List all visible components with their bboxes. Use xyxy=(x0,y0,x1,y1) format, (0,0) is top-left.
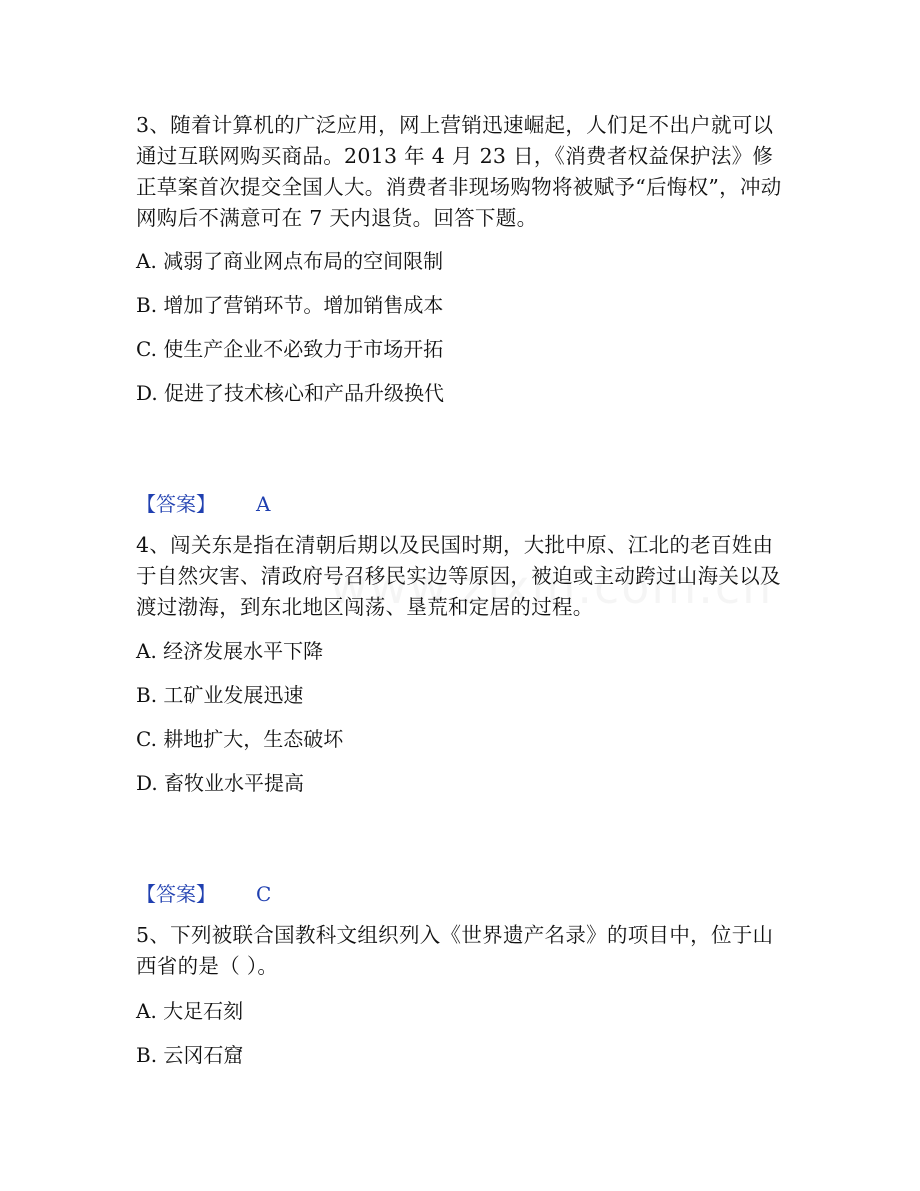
question-4-option-b: B. 工矿业发展迅速 xyxy=(136,683,304,707)
answer-value: C xyxy=(256,882,272,906)
question-3-answer xyxy=(136,489,270,519)
question-3-option-d: D. 促进了技术核心和产品升级换代 xyxy=(136,381,445,405)
question-4-option-c: C. 耕地扩大，生态破坏 xyxy=(136,727,344,751)
question-5-option-a: A. 大足石刻 xyxy=(136,999,244,1023)
question-4-stem: 4、闯关东是指在清朝后期以及民国时期，大批中原、江北的老百姓由于自然灾害、清政府号召移民实边等原因，被迫或主动跨过山海关以及渡过渤海，到东北地区闯荡、垦荒和定居的过程。 xyxy=(136,533,781,619)
question-3-option-b: B. 增加了营销环节。增加销售成本 xyxy=(136,293,444,317)
question-3-option-a: A. 减弱了商业网点布局的空间限制 xyxy=(136,249,444,273)
question-5-stem: 5、下列被联合国教科文组织列入《世界遗产名录》的项目中，位于山西省的是（ ）。 xyxy=(136,923,774,978)
question-5-option-b: B. 云冈石窟 xyxy=(136,1043,244,1067)
question-4-answer xyxy=(136,879,271,909)
question-3-option-c: C. 使生产企业不必致力于市场开拓 xyxy=(136,337,444,361)
question-3-stem: 3、随着计算机的广泛应用，网上营销迅速崛起，人们足不出户就可以通过互联网购买商品。2013 年 4 月 23 日，《消费者权益保护法》修正草案首次提交全国人大。消费者非现场购物将被赋予“后悔权”，冲动网购后不满意可在 7 天内退货。回答下题。 xyxy=(136,113,782,230)
answer-label: 【答案】 xyxy=(136,492,216,516)
answer-value: A xyxy=(256,492,271,516)
question-4-option-d: D. 畜牧业水平提高 xyxy=(136,771,305,795)
answer-label: 【答案】 xyxy=(136,882,216,906)
question-4-option-a: A. 经济发展水平下降 xyxy=(136,639,324,663)
